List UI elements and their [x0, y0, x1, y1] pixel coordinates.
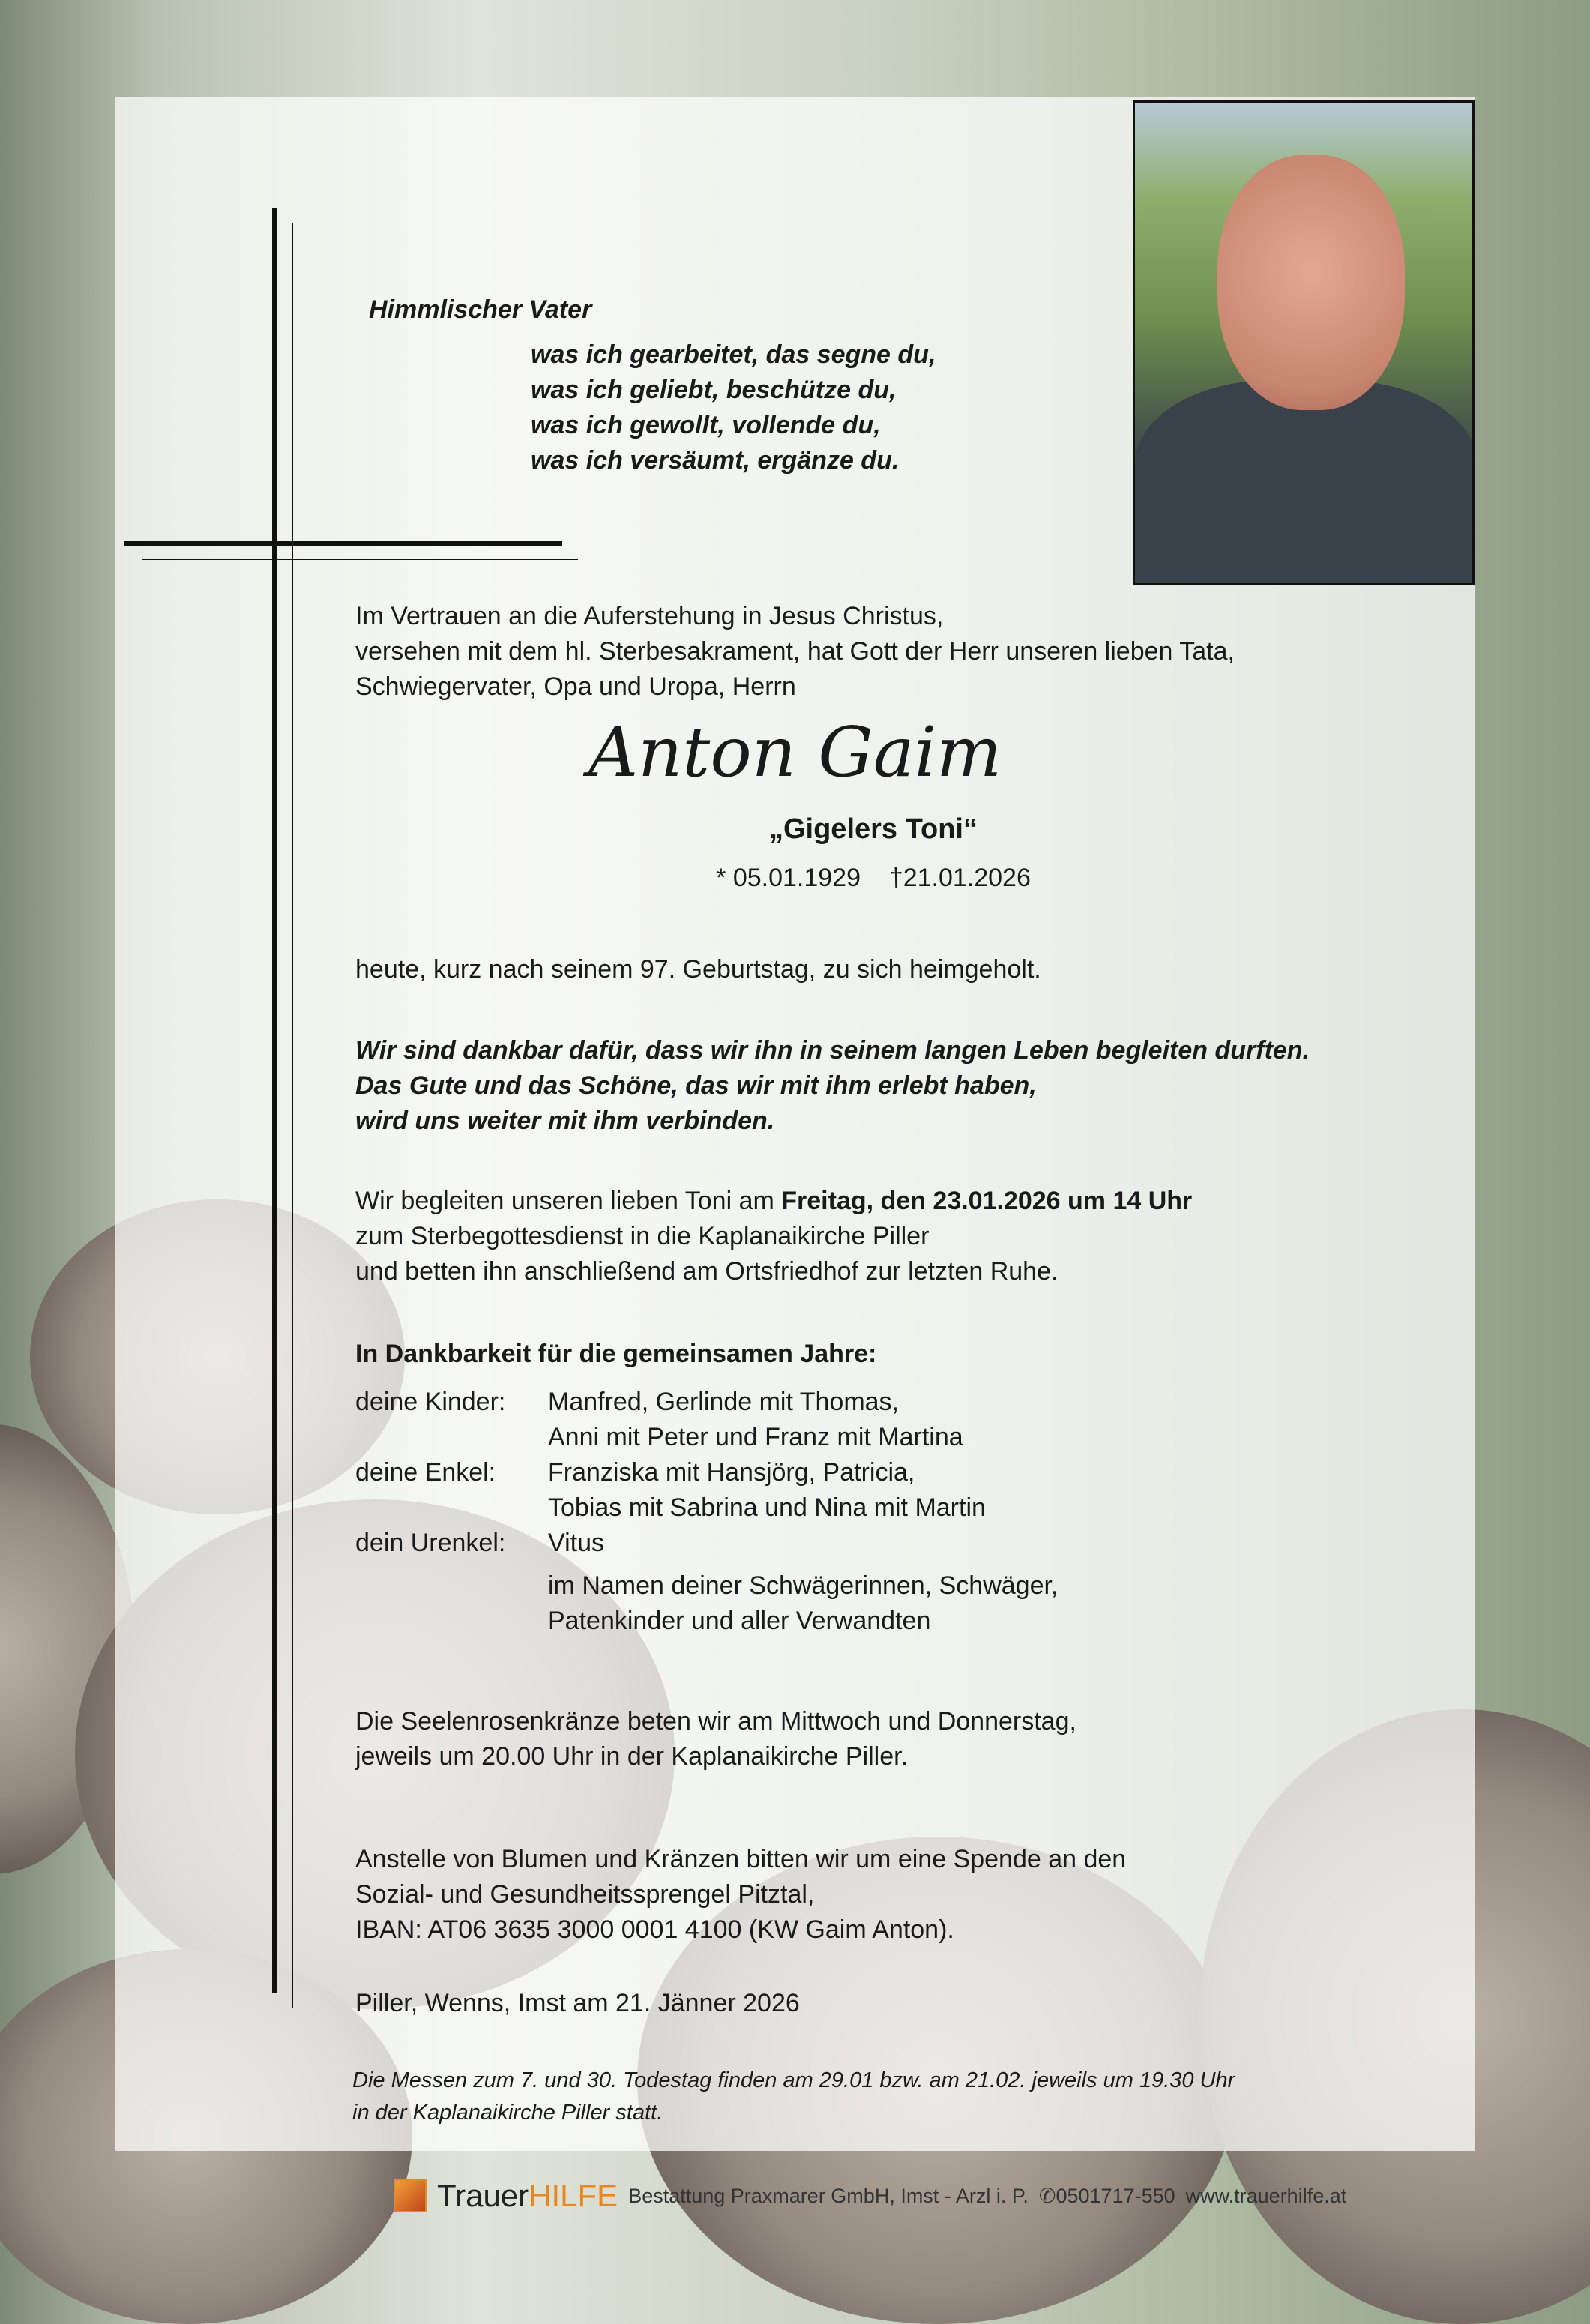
cross-vertical-thin — [292, 223, 293, 2008]
rose-logo-icon — [394, 2179, 427, 2212]
website-link[interactable]: www.trauerhilfe.at — [1185, 2184, 1347, 2207]
cross-horizontal — [124, 541, 562, 546]
masses-note: Die Messen zum 7. und 30. Todestag finden am 29.01 bzw. am 21.02. jeweils um 19.30 Uhr in der Kaplanaikirche Piller statt. — [352, 2068, 1235, 2125]
brand-logo: TrauerHILFE — [437, 2178, 618, 2213]
gratitude-text: Wir sind dankbar dafür, dass wir ihn in seinem langen Leben begleiten durften. Das Gute und das Schöne, das wir mit ihm erlebt haben, wird uns weiter mit ihm verbinden. — [355, 1036, 1310, 1135]
life-dates: * 05.01.1929 †21.01.2026 — [716, 864, 1031, 892]
cross-horizontal-thin — [142, 559, 578, 560]
cross-vertical — [272, 208, 277, 1993]
footer — [394, 2178, 1346, 2214]
portrait-photo — [1133, 100, 1475, 585]
deceased-name: Anton Gaim — [588, 712, 1002, 792]
nickname: „Gigelers Toni“ — [768, 813, 978, 845]
funeral-text: Wir begleiten unseren lieben Toni am Freitag, den 23.01.2026 um 14 Uhr zum Sterbegottesdienst in die Kaplanaikirche Piller und betten ihn anschließend am Ortsfriedhof zur letzten Ruhe. — [355, 1187, 1193, 1286]
family-names: Manfred, Gerlinde mit Thomas, Anni mit Peter und Franz mit Martina Franziska mit Hansjörg, Patricia, Tobias mit Sabrina und Nina mit Martin Vitus im Namen deiner Schwägerinnen, Schwäger, Patenkinder und aller Verwandten — [548, 1388, 1059, 1635]
prayer-lines: was ich gearbeitet, das segne du, was ich geliebt, beschütze du, was ich gewollt, vollende du, was ich versäumt, ergänze du. — [531, 340, 936, 475]
rosary-text: Die Seelenrosenkränze beten wir am Mittwoch und Donnerstag, jeweils um 20.00 Uhr in der Kaplanaikirche Piller. — [355, 1707, 1076, 1771]
family-labels: deine Kinder: deine Enkel: dein Urenkel: — [355, 1388, 506, 1557]
intro-text: Im Vertrauen an die Auferstehung in Jesus Christus, versehen mit dem hl. Sterbesakrament, hat Gott der Herr unseren lieben Tata, Schwiegervater, Opa und Uropa, Herrn — [355, 602, 1235, 701]
donation-text: Anstelle von Blumen und Kränzen bitten wir um eine Spende an den Sozial- und Gesundheitssprengel Pitztal, IBAN: AT06 3635 3000 0001 4100 (KW Gaim Anton). — [355, 1845, 1127, 1944]
family-heading: In Dankbarkeit für die gemeinsamen Jahre: — [355, 1340, 877, 1368]
company-name: Bestattung Praxmarer GmbH, Imst - Arzl i. P. — [628, 2184, 1029, 2207]
phone: ✆0501717-550 — [1038, 2184, 1175, 2207]
after-name-text: heute, kurz nach seinem 97. Geburtstag, zu sich heimgeholt. — [355, 955, 1041, 984]
prayer-title: Himmlischer Vater — [369, 295, 592, 324]
place-date: Piller, Wenns, Imst am 21. Jänner 2026 — [355, 1989, 800, 2017]
